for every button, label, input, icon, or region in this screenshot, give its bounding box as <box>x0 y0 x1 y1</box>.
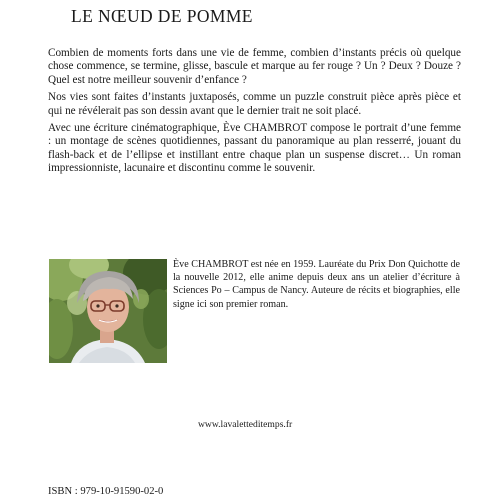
blurb-paragraph: Nos vies sont faites d’instants juxtaposés, comme un puzzle construit pièce après pièce et qui ne révélerait pas son dessin avant que le dernier trait ne soit placé. <box>48 91 461 117</box>
author-bio: Ève CHAMBROT est née en 1959. Lauréate du Prix Don Quichotte de la nouvelle 2012, elle anime depuis deux ans un atelier d’écriture à Sciences Po – Campus de Nancy. Auteure de récits et biographies, elle signe ici son premier roman. <box>173 259 460 310</box>
publisher-website[interactable]: www.lavaletteditemps.fr <box>198 419 293 430</box>
book-title: LE NŒUD DE POMME <box>71 6 253 26</box>
blurb-paragraph: Combien de moments forts dans une vie de femme, combien d’instants précis où quelque chose commence, se termine, glisse, bascule et marque au fer rouge ? Un ? Deux ? Douze ? Quel est notre meilleur souvenir d’enfance ? <box>48 47 461 86</box>
author-photo <box>49 259 167 363</box>
back-cover-blurb <box>48 47 461 180</box>
blurb-paragraph: Avec une écriture cinématographique, Ève CHAMBROT compose le portrait d’une femme : un montage de scènes quotidiennes, passant du panoramique au plan resserré, jouant du flash-back et de l’ellipse et instillant entre chaque plan un suspense discret… Un roman impressionniste, lacunaire et discontinu comme le souvenir. <box>48 122 461 175</box>
isbn: ISBN : 979-10-91590-02-0 <box>48 486 164 497</box>
